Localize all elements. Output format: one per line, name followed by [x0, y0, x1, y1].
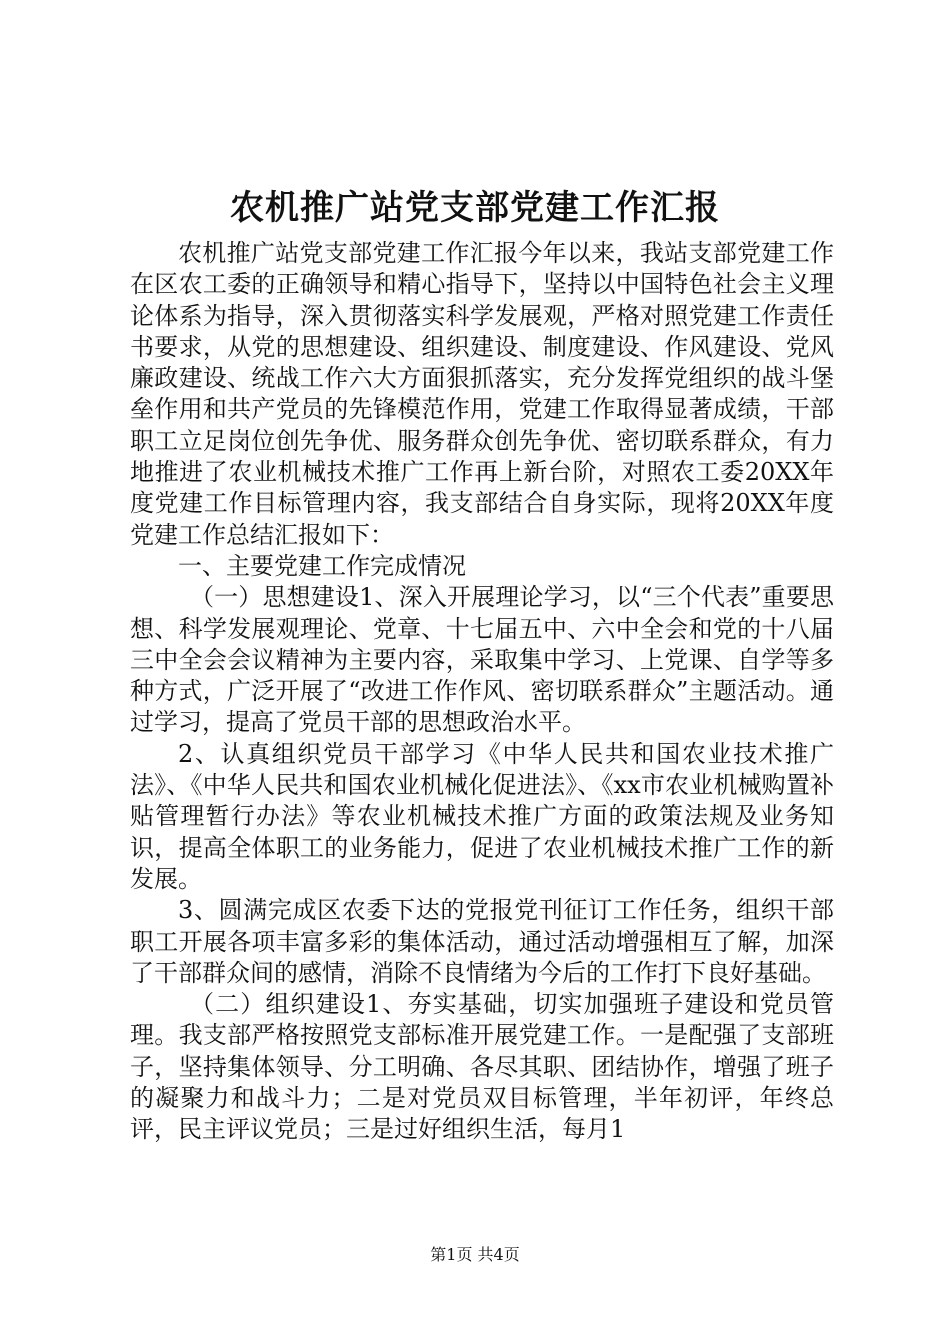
page-number: 第1页 共4页 [430, 1245, 520, 1264]
document-body [130, 238, 834, 1146]
section-heading: 一、主要党建工作完成情况 [178, 551, 466, 580]
paragraph-intro: 农机推广站党支部党建工作汇报今年以来，我站支部党建工作在区农工委的正确领导和精心指导下，坚持以中国特色社会主义理论体系为指导，深入贯彻落实科学发展观，严格对照党建工作责任书要求，从党的思想建设、组织建设、制度建设、作风建设、党风廉政建设、统战工作六大方面狠抓落实，充分发挥党组织的战斗堡垒作用和共产党员的先锋模范作用，党建工作取得显著成绩，干部职工立足岗位创先争优、服务群众创先争优、密切联系群众，有力地推进了农业机械技术推广工作再上新台阶，对照农工委20XX年度党建工作目标管理内容，我支部结合自身实际，现将20XX年度党建工作总结汇报如下： [130, 239, 834, 549]
document-title: 农机推广站党支部党建工作汇报 [230, 188, 720, 228]
paragraph-ideology: （一）思想建设1、深入开展理论学习，以“三个代表”重要思想、科学发展观理论、党章、十七届五中、六中全会和党的十八届三中全会会议精神为主要内容，采取集中学习、上党课、自学等多种方式，广泛开展了“改进工作作风、密切联系群众”主题活动。通过学习，提高了党员干部的思想政治水平。 [130, 583, 834, 737]
paragraph-study-laws: 2、认真组织党员干部学习《中华人民共和国农业技术推广法》、《中华人民共和国农业机械化促进法》、《xx市农业机械购置补贴管理暂行办法》等农业机械技术推广方面的政策法规及业务知识，提高全体职工的业务能力，促进了农业机械技术推广工作的新发展。 [130, 739, 834, 893]
paragraph-activities: 3、圆满完成区农委下达的党报党刊征订工作任务，组织干部职工开展各项丰富多彩的集体活动，通过活动增强相互了解，加深了干部群众间的感情，消除不良情绪为今后的工作打下良好基础。 [130, 896, 834, 987]
paragraph-organization: （二）组织建设1、夯实基础，切实加强班子建设和党员管理。我支部严格按照党支部标准开展党建工作。一是配强了支部班子，坚持集体领导、分工明确、各尽其职、团结协作，增强了班子的凝聚力和战斗力；二是对党员双目标管理，半年初评，年终总评，民主评议党员；三是过好组织生活，每月1 [130, 990, 834, 1144]
